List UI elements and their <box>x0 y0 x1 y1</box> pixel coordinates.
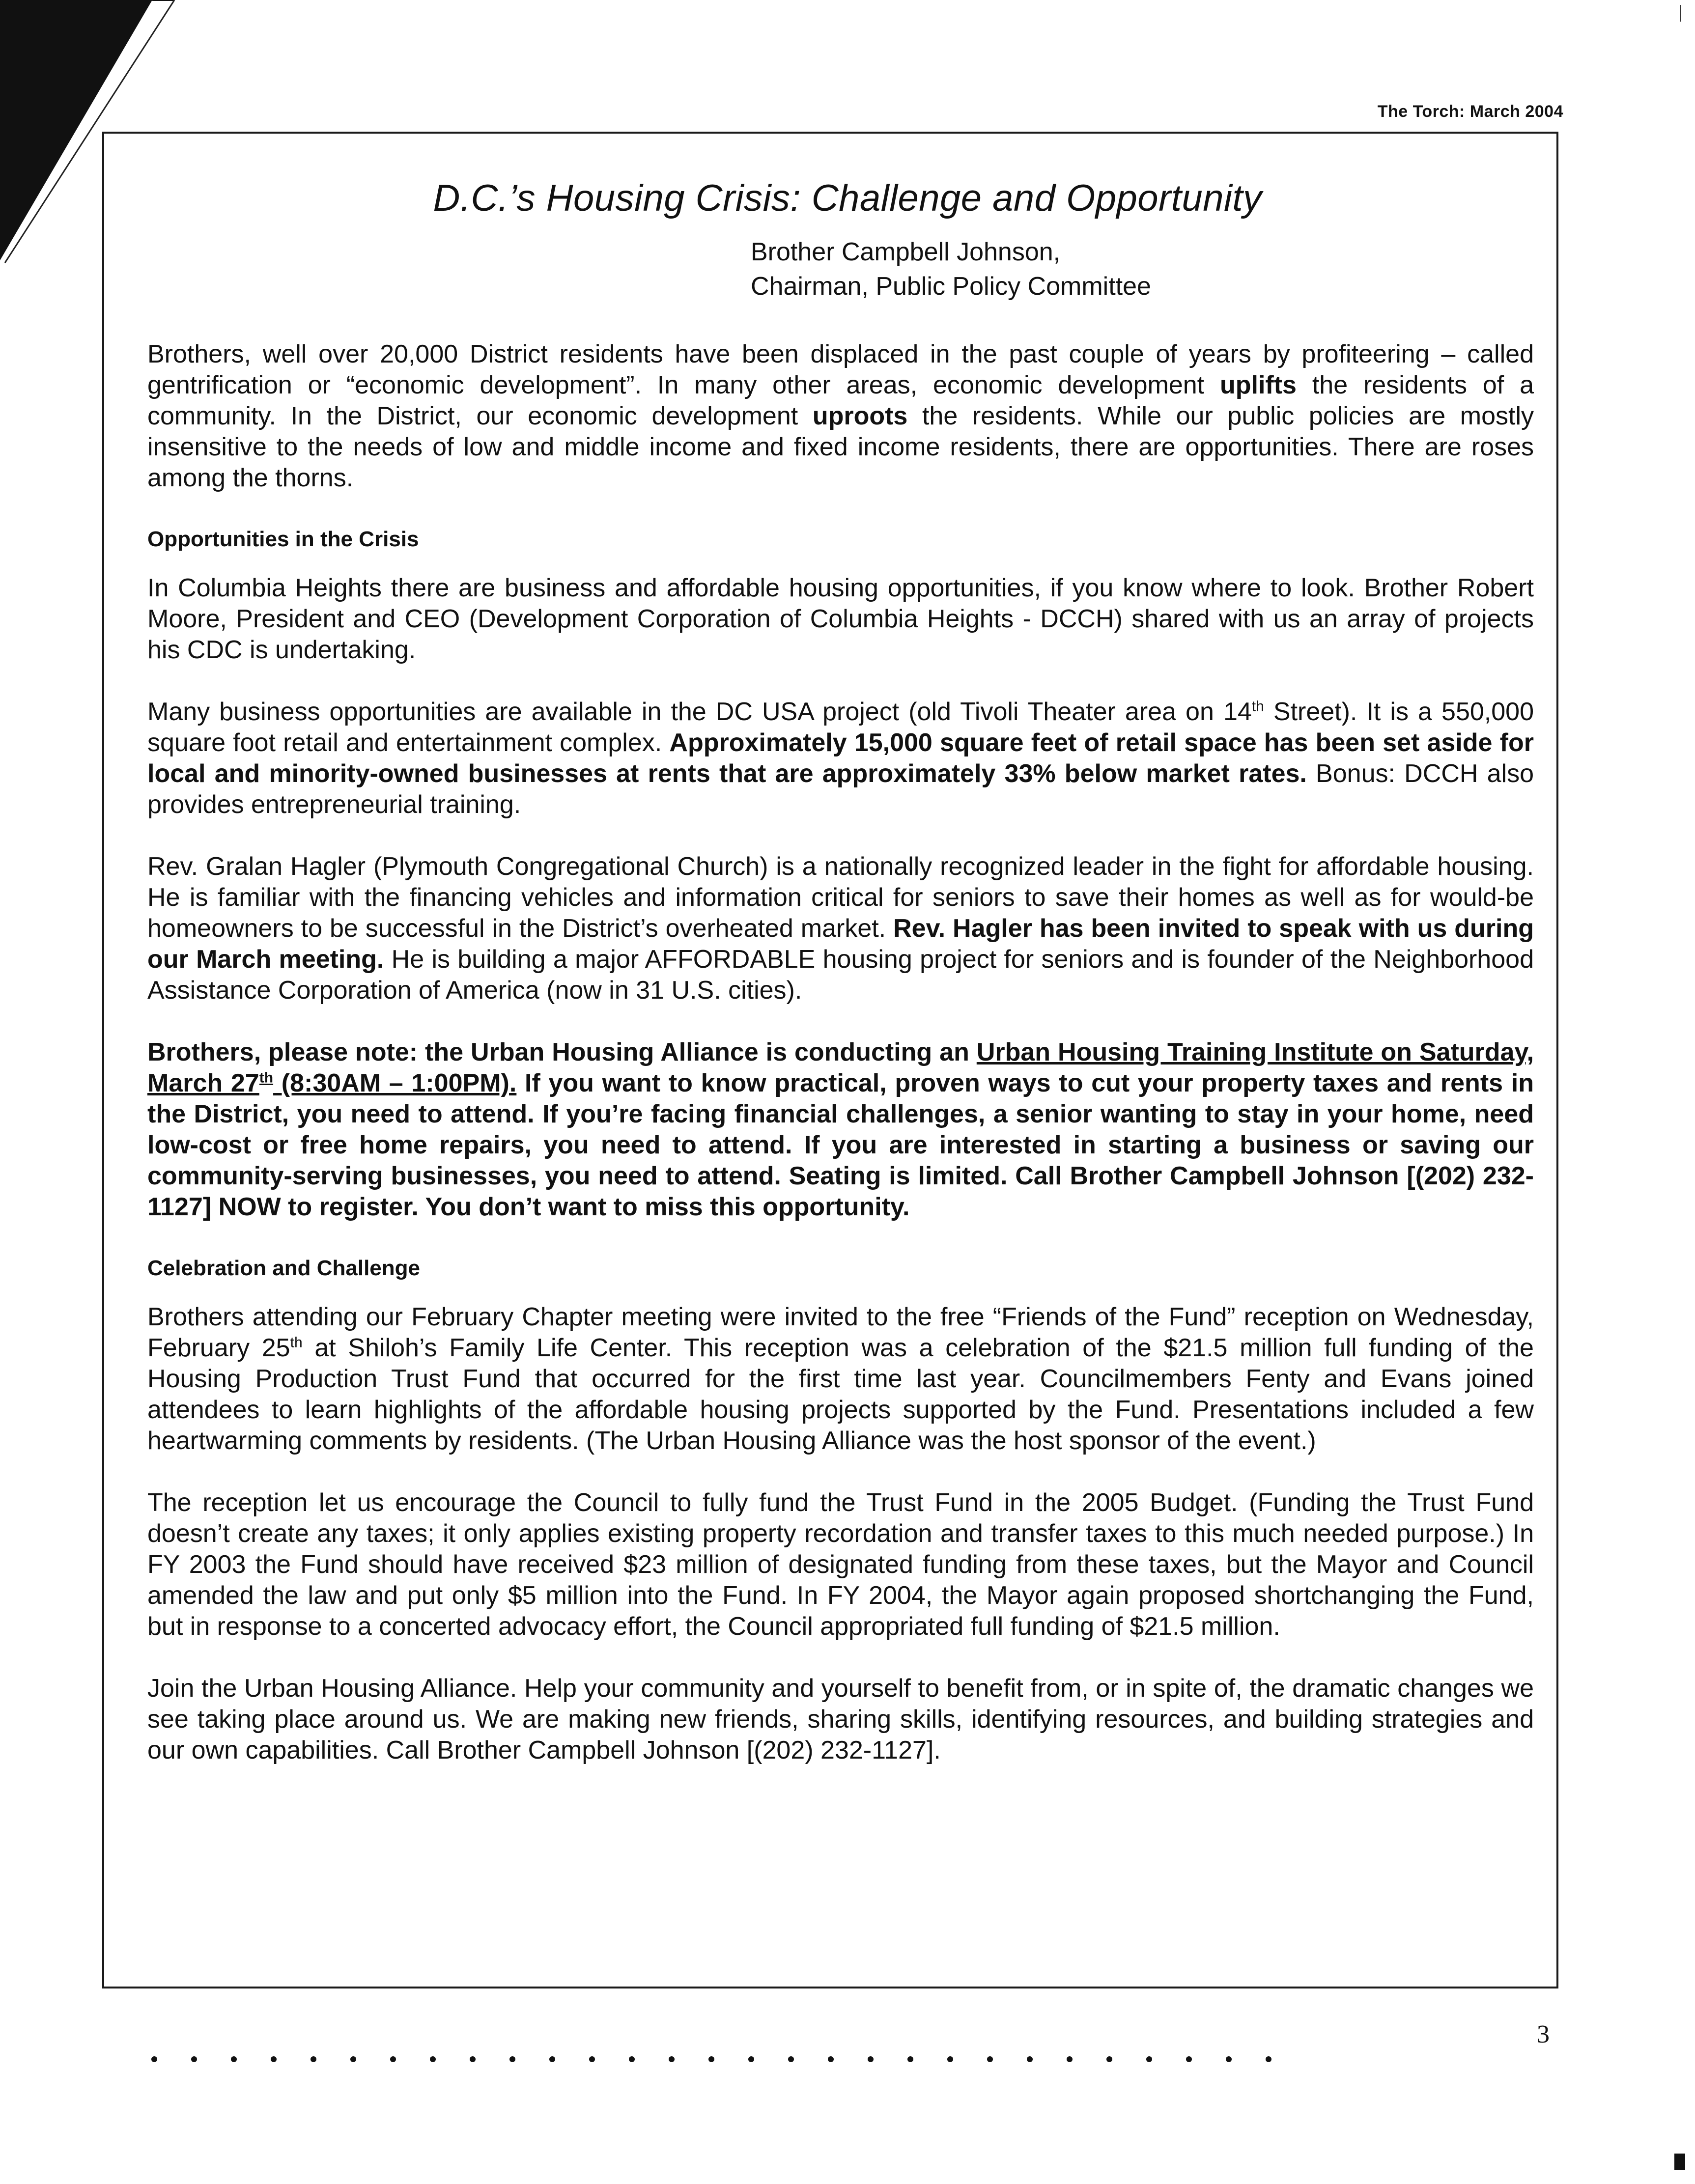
scan-edge-mark <box>1680 5 1686 22</box>
columbia-heights-paragraph: In Columbia Heights there are business and affordable housing opportunities, if you know where to look. Brother Robert Moore, President and CEO (Development Corporation of Columbia Heights - DCCH) shared with us an array of projects his CDC is undertaking. <box>147 574 1534 664</box>
section-heading-opportunities: Opportunities in the Crisis <box>147 527 419 551</box>
decorative-dot <box>907 2056 913 2062</box>
article-body <box>147 339 1534 1797</box>
decorative-dot <box>430 2056 436 2062</box>
decorative-dot <box>191 2056 197 2062</box>
publication-header: The Torch: March 2004 <box>1377 102 1563 121</box>
business-opportunities-paragraph: Many business opportunities are available in the DC USA project (old Tivoli Theater area on 14th Street). It is a 550,000 square foot retail and entertainment complex. Approximately 15,000 square feet of retail space has been set aside for local and minority-owned businesses at rents that are approximately 33% below market rates. Bonus: DCCH also provides entrepreneurial training. <box>147 698 1534 819</box>
decorative-dot <box>987 2056 993 2062</box>
byline <box>751 235 1151 304</box>
decorative-dot <box>350 2056 356 2062</box>
join-alliance-paragraph: Join the Urban Housing Alliance. Help your community and yourself to benefit from, or in spite of, the dramatic changes we see taking place around us. We are making new friends, sharing skills, identifying resources, and building strategies and our own capabilities. Call Brother Campbell Johnson [(202) 232-1127]. <box>147 1674 1534 1764</box>
page-number: 3 <box>1537 2020 1550 2048</box>
decorative-dot <box>1266 2056 1271 2062</box>
decorative-dot <box>1186 2056 1192 2062</box>
decorative-dot <box>669 2056 675 2062</box>
section-heading-celebration: Celebration and Challenge <box>147 1256 420 1280</box>
decorative-dot <box>1027 2056 1033 2062</box>
decorative-dot <box>470 2056 476 2062</box>
decorative-dot <box>708 2056 714 2062</box>
scan-edge-block <box>1674 2154 1685 2170</box>
decorative-dot <box>629 2056 635 2062</box>
decorative-dot <box>1106 2056 1112 2062</box>
celebration-paragraph: Brothers attending our February Chapter meeting were invited to the free “Friends of the Fund” reception on Wednesday, February 25th at Shiloh’s Family Life Center. This reception was a celebration of the $21.5 million full funding of the Housing Production Trust Fund that occurred for the first time last year. Councilmembers Fenty and Evans joined attendees to learn highlights of the affordable housing projects supported by the Fund. Presentations included a few heartwarming comments by residents. (The Urban Housing Alliance was the host sponsor of the event.) <box>147 1303 1534 1455</box>
decorative-dot <box>868 2056 874 2062</box>
intro-paragraph: Brothers, well over 20,000 District residents have been displaced in the past couple of years by profiteering – called gentrification or “economic development”. In many other areas, economic development uplifts the residents of a community. In the District, our economic development uproots the residents. While our public policies are mostly insensitive to the needs of low and middle income and fixed income residents, there are opportunities. There are roses among the thorns. <box>147 340 1534 492</box>
decorative-dot <box>390 2056 396 2062</box>
decorative-dot <box>947 2056 953 2062</box>
decorative-dot <box>549 2056 555 2062</box>
decorative-dot <box>271 2056 277 2062</box>
byline-role: Chairman, Public Policy Committee <box>751 272 1151 301</box>
decorative-dot <box>311 2056 316 2062</box>
hagler-paragraph: Rev. Gralan Hagler (Plymouth Congregational Church) is a nationally recognized leader in the fight for affordable housing. He is familiar with the financing vehicles and information critical for seniors to save their homes as well as for would-be homeowners to be successful in the District’s overheated market. Rev. Hagler has been invited to speak with us during our March meeting. He is building a major AFFORDABLE housing project for seniors and is founder of the Neighborhood Assistance Corporation of America (now in 31 U.S. cities). <box>147 852 1534 1005</box>
decorative-dot <box>231 2056 237 2062</box>
byline-name: Brother Campbell Johnson, <box>751 238 1061 266</box>
decorative-dot <box>509 2056 515 2062</box>
decorative-dot <box>589 2056 595 2062</box>
trust-fund-paragraph: The reception let us encourage the Council to fully fund the Trust Fund in the 2005 Budget. (Funding the Trust Fund doesn’t create any taxes; it only applies existing property recordation and transfer taxes to this much needed purpose.) In FY 2003 the Fund should have received $23 million of designated funding from these taxes, but the Mayor and Council amended the law and put only $5 million into the Fund. In FY 2004, the Mayor again proposed shortchanging the Fund, but in response to a concerted advocacy effort, the Council appropriated full funding of $21.5 million. <box>147 1488 1534 1641</box>
decorative-dot <box>1226 2056 1232 2062</box>
training-institute-notice: Brothers, please note: the Urban Housing Alliance is conducting an Urban Housing Training Institute on Saturday, March 27th (8:30AM – 1:00PM). If you want to know practical, proven ways to cut your property taxes and rents in the District, you need to attend. If you’re facing financial challenges, a senior wanting to stay in your home, need low-cost or free home repairs, you need to attend. If you are interested in starting a business or saving our community-serving businesses, you need to attend. Seating is limited. Call Brother Campbell Johnson [(202) 232-1127] NOW to register. You don’t want to miss this opportunity. <box>147 1038 1534 1221</box>
decorative-dot <box>828 2056 834 2062</box>
decorative-dot <box>748 2056 754 2062</box>
decorative-dot <box>1067 2056 1073 2062</box>
decorative-dot-row <box>151 2052 1311 2067</box>
decorative-dot <box>788 2056 794 2062</box>
article-title: D.C.’s Housing Crisis: Challenge and Opportunity <box>433 177 1262 219</box>
decorative-dot <box>1146 2056 1152 2062</box>
decorative-dot <box>151 2056 157 2062</box>
